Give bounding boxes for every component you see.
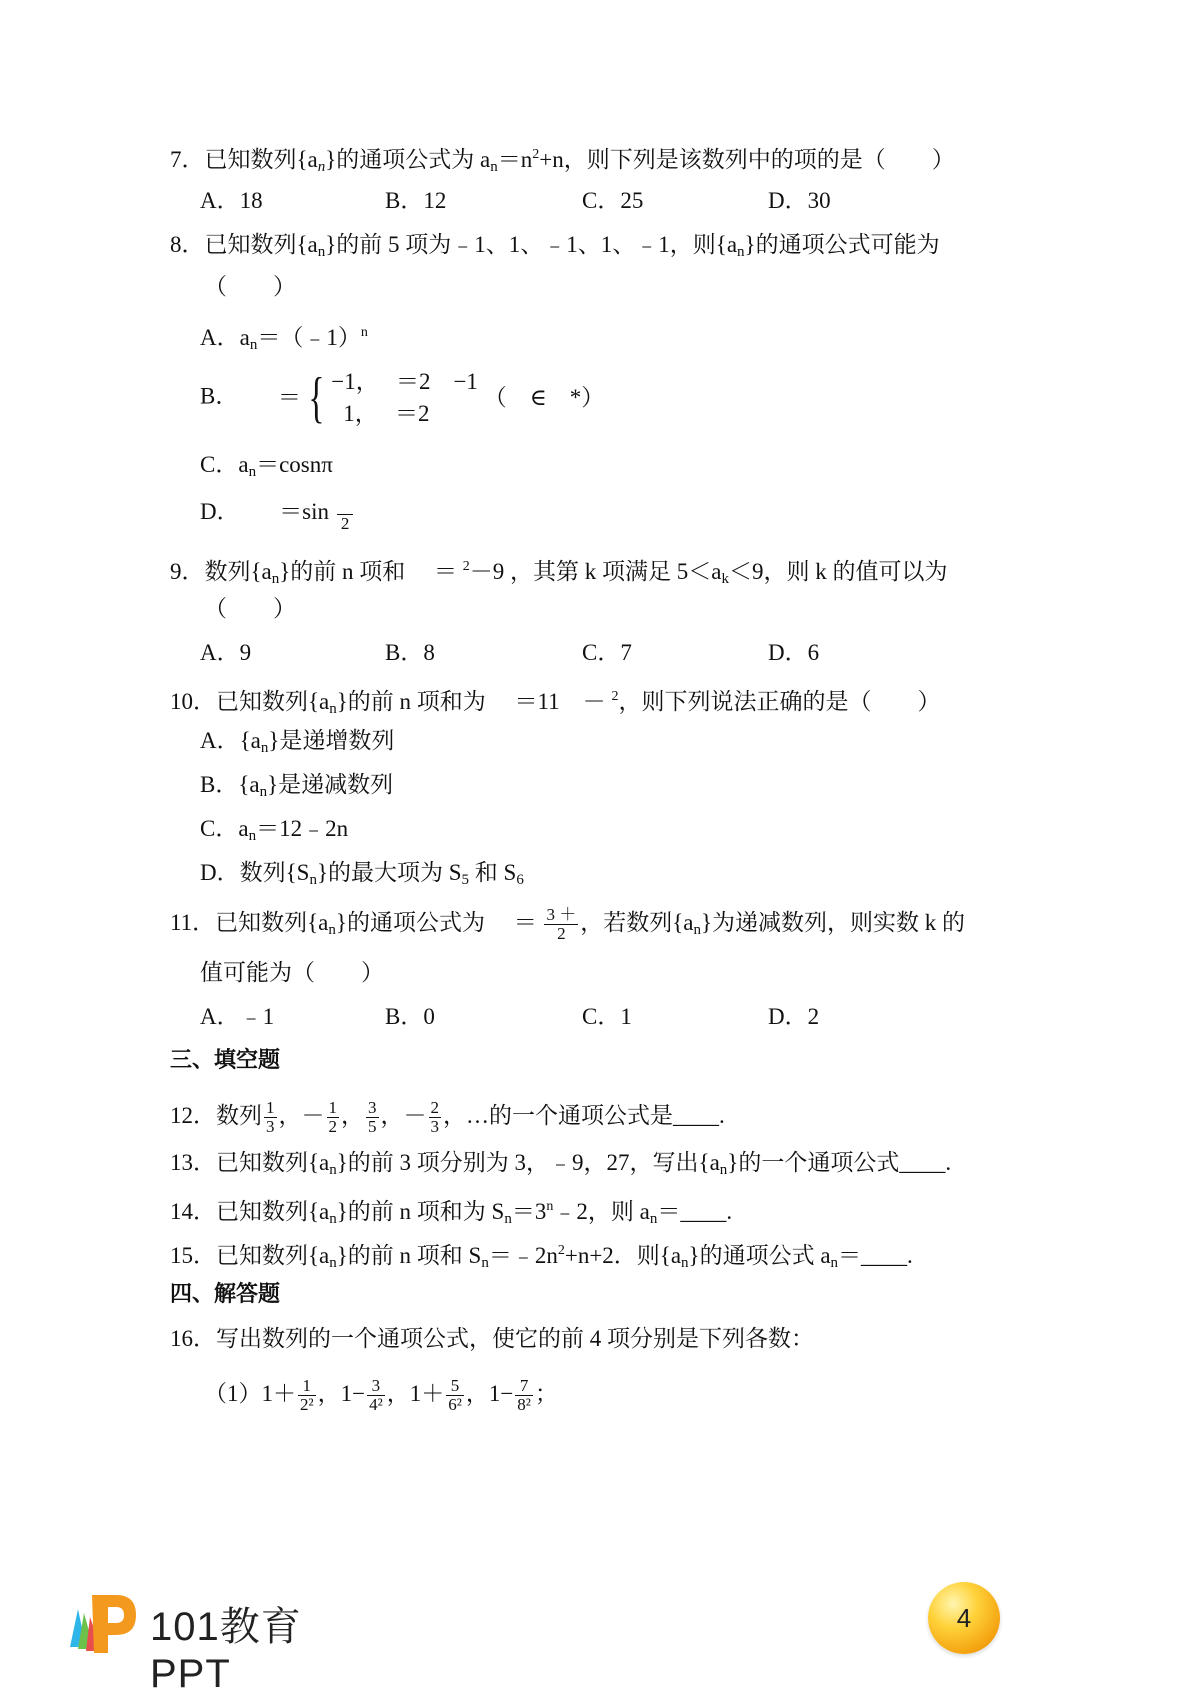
question-8-stem: 8．已知数列$\{a_n\}$的前 5 项为﹣1、1、﹣1、1、﹣1，则$\{a_n\}$的通项公式可能为 (170, 232, 940, 260)
question-7-stem: 7．已知数列$\{a_n\}$的通项公式为 $a_n=n^2+n$，则下列是该数列中的项的是（ ） (170, 147, 955, 175)
page-number: 4 (956, 1603, 972, 1633)
q10-option-c: C．$a_n=12﹣2n$ (200, 816, 349, 844)
left-brace-icon: { (307, 367, 325, 429)
q7-option-c: C．25 (582, 188, 644, 213)
q10-option-b: B．$\{a_n\}$是递减数列 (200, 772, 394, 800)
question-13: 13．已知数列$\{a_n\}$的前 3 项分别为 3，﹣9，27，写出$\{a_n\}$的一个通项公式____. (170, 1150, 952, 1178)
section-3-heading: 三、填空题 (170, 1048, 281, 1073)
ppt-logo-icon (64, 1587, 144, 1657)
q8-d-fraction: 2 (337, 496, 354, 533)
q8-option-c: C．$a_n=\cos n\pi$ (200, 452, 333, 480)
q9-option-d: D．6 (768, 640, 820, 665)
question-16-stem: 16．写出数列的一个通项公式，使它的前 4 项分别是下列各数： (170, 1326, 814, 1351)
q7-option-d: D．30 (768, 188, 831, 213)
q7-option-b: B．12 (385, 188, 447, 213)
q16-part-1: （1）1＋ $\frac{1}{\text{2²}}$ ，1− $\frac{3}{\text{4²}}$ ，1＋ $\frac{5}{\text{6²}}$ ，1− $\frac{7}{\text{8²}}$ ； (204, 1376, 558, 1415)
q8-option-b: B． ＝ { −1， ＝2 −1 1， ＝2 （ ∈ *） (200, 367, 605, 429)
footer-logo (64, 1587, 374, 1696)
q8-option-d: D． ＝sin 2 (200, 496, 355, 533)
question-15: 15．已知数列$\{a_n\}$的前 n 项和 $S_n=﹣2n^2+n+2$．则$\{a_n\}$的通项公式 $a_n=\_\_\_\_$. (170, 1243, 913, 1271)
question-10-stem: 10．已知数列$\{a_n\}$的前 n 项和为 ＝11 － $^2$，则下列说法正确的是（ ） (170, 689, 941, 717)
q9-option-a: A．9 (200, 640, 252, 665)
section-4-heading: 四、解答题 (170, 1282, 281, 1307)
question-11-stem: 11．已知数列$\{a_n\}$的通项公式为 ＝ $\frac{3 +}{2}$ ，若数列$\{a_n\}$为递减数列，则实数 k 的 (170, 905, 965, 943)
q11-option-d: D．2 (768, 1004, 820, 1029)
question-11-line2: 值可能为（ ） (200, 960, 384, 985)
page-number-badge (928, 1582, 1000, 1654)
q11-option-a: A．﹣1 (200, 1004, 275, 1029)
question-9-stem: 9．数列$\{a_n\}$的前 n 项和 ＝ $^2$－9 ，其第 k 项满足 $5<a_k<9$，则 k 的值可以为 (170, 559, 948, 587)
q11-fraction: $\frac{3 +}{2}$ (546, 905, 577, 943)
logo-text: 101教育PPT (150, 1605, 302, 1696)
q10-option-a: A．$\{a_n\}$是递增数列 (200, 728, 395, 756)
q9-answer-paren: （ ） (204, 596, 296, 621)
q9-option-c: C．7 (582, 640, 632, 665)
q10-option-d: D．数列$\{S_n\}$的最大项为 $S_5$ 和 $S_6$ (200, 860, 524, 888)
q7-option-a: A．18 (200, 188, 263, 213)
q11-option-b: B．0 (385, 1004, 435, 1029)
q8-option-a: A．$a_n=(﹣1)^n$ (200, 325, 368, 353)
question-12: 12．数列 $\frac{1}{3}$ ，－ $\frac{1}{2}$ ， $\frac{3}{5}$ ，－ $\frac{2}{3}$ ，…的一个通项公式是____. (170, 1098, 725, 1137)
question-14: 14．已知数列$\{a_n\}$的前 n 项和为 $S_n=3^n﹣2$，则 $a_n=\_\_\_\_$. (170, 1199, 733, 1227)
q8-answer-paren: （ ） (204, 274, 296, 299)
q9-option-b: B．8 (385, 640, 435, 665)
q11-option-c: C．1 (582, 1004, 632, 1029)
piecewise-cases: −1， ＝2 −1 1， ＝2 (331, 369, 478, 426)
